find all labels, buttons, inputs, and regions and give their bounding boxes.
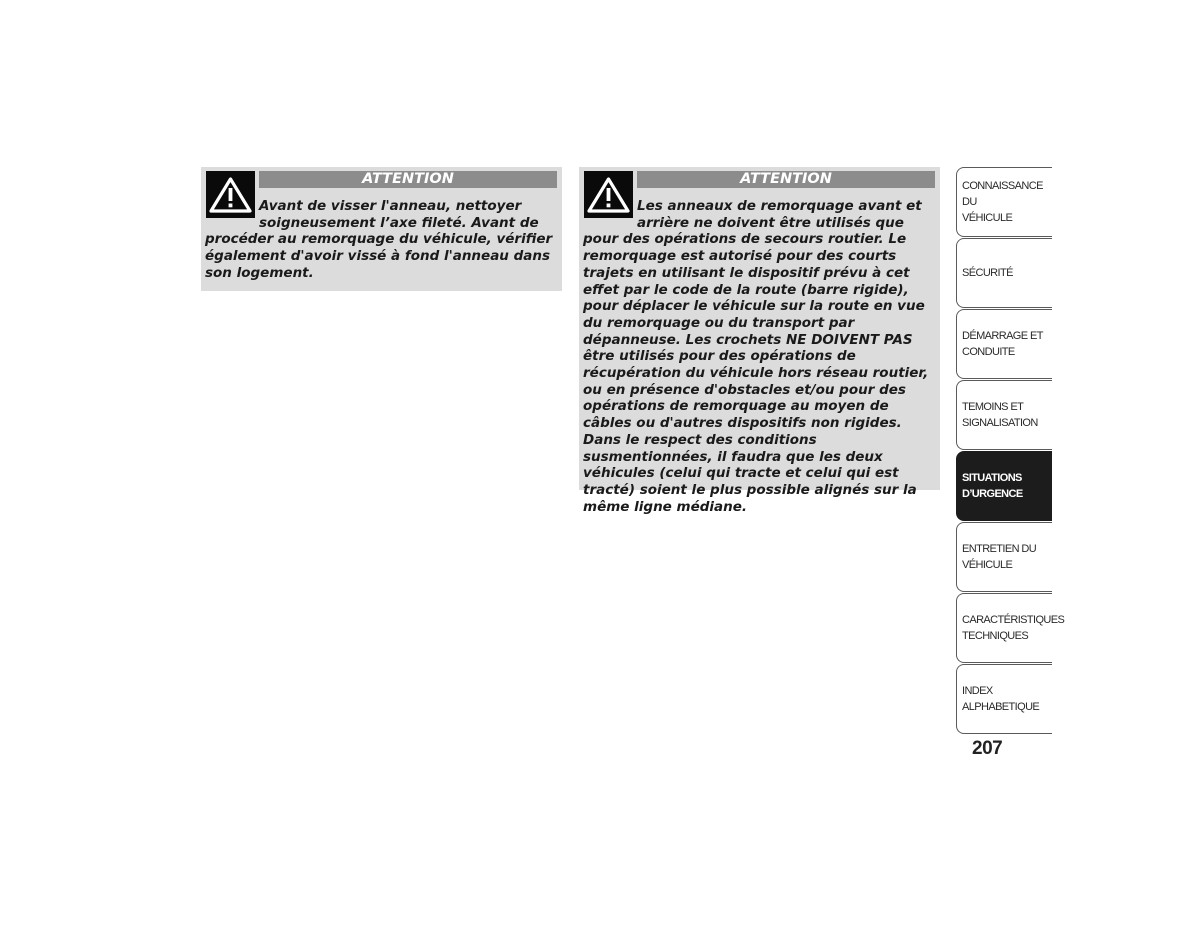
warning-header: ATTENTION [259, 171, 557, 188]
tab-securite[interactable]: SÉCURITÉ [956, 238, 1052, 308]
tab-index-alphabetique[interactable]: INDEX ALPHABETIQUE [956, 664, 1052, 734]
tab-temoins-et-signalisation[interactable]: TEMOINS ET SIGNALISATION [956, 380, 1052, 450]
warning-text: Les anneaux de remorquage avant et arrière ne doivent être utilisés que pour des opérations de secours routier. Le remorquage est autorisé pour des courts trajets en utilisant le dispositif prévu à cet effet par le code de la route (barre rigide), pour déplacer le véhicule sur la route en vue du remorquage ou du transport par dépanneuse. Les crochets NE DOIVENT PAS être utilisés pour des opérations de récupération du véhicule hors réseau routier, ou en présence d'obstacles et/ou pour des opérations de remorquage au moyen de câbles ou d'autres dispositifs non rigides. Dans le respect des conditions susmentionnées, il faudra que les deux véhicules (celui qui tracte et celui qui est tracté) soient le plus possible alignés sur la même ligne médiane. [583, 198, 929, 515]
warning-box-1 [201, 167, 562, 291]
tab-situations-d-urgence[interactable]: SITUATIONS D’URGENCE [956, 451, 1052, 521]
warning-header: ATTENTION [637, 171, 935, 188]
warning-text: Avant de visser l'anneau, nettoyer soigneusement l’axe fileté. Avant de procéder au remorquage du véhicule, vérifier également d'avoir vissé à fond l'anneau dans son logement. [205, 198, 553, 281]
tab-entretien-du-vehicule[interactable]: ENTRETIEN DU VÉHICULE [956, 522, 1052, 592]
warning-box-2 [579, 167, 940, 515]
page-number: 207 [972, 738, 1003, 759]
tab-connaissance-du-vehicule[interactable]: CONNAISSANCE DU VÉHICULE [956, 167, 1052, 237]
tab-demarrage-et-conduite[interactable]: DÉMARRAGE ET CONDUITE [956, 309, 1052, 379]
tab-caracteristiques-techniques[interactable]: CARACTÉRISTIQUES TECHNIQUES [956, 593, 1052, 663]
